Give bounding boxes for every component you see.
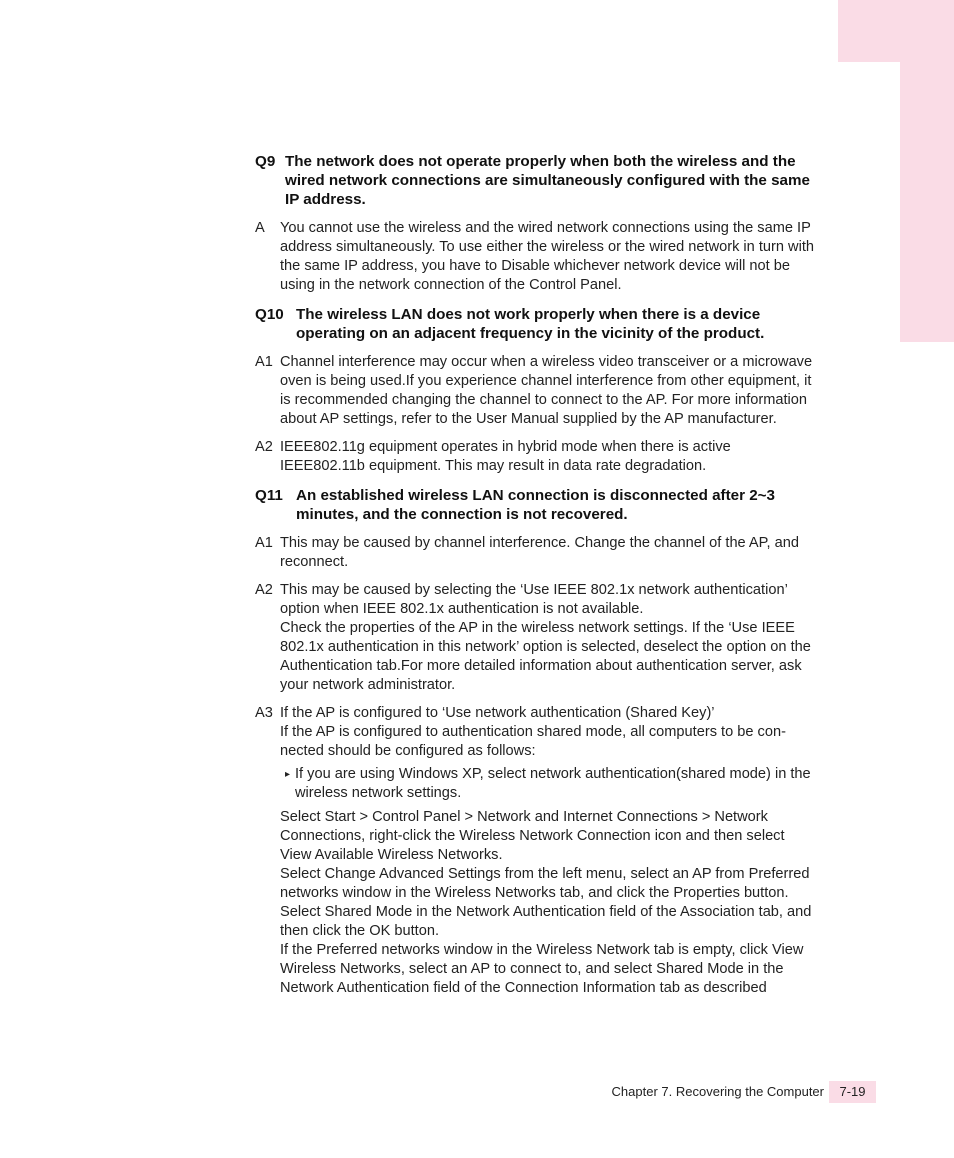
answer-text: IEEE802.11g equipment operates in hybrid mode when there is active IEEE802.11b equipment. This may result in data rate degradation.	[280, 439, 731, 474]
answer-label: A1	[255, 354, 273, 370]
answer-text: This may be caused by channel interference. Change the channel of the AP, and reconnect.	[280, 535, 799, 570]
answer-label: A3	[255, 705, 273, 721]
question-text: The network does not operate properly when both the wireless and the wired network connections are simultaneously configured with the same IP address.	[285, 153, 810, 208]
page-content	[255, 152, 815, 1007]
bullet-arrow-icon: ▸	[285, 769, 291, 780]
page-footer	[0, 1081, 954, 1103]
answer-text: If the AP is configured to authentication shared mode, all computers to be con-nected should be configured as follows:	[280, 724, 786, 759]
answer-label: A2	[255, 439, 273, 455]
question-q11	[255, 486, 815, 524]
answer-body	[280, 704, 815, 998]
answer-q10-a1	[255, 353, 815, 429]
question-number: Q9	[255, 153, 276, 170]
chapter-tab-decoration	[838, 0, 954, 62]
answer-body	[280, 581, 815, 695]
answer-q11-a1	[255, 534, 815, 572]
chapter-title: Chapter 7. Recovering the Computer	[611, 1084, 824, 1099]
question-q10	[255, 305, 815, 343]
bullet-text: If you are using Windows XP, select network authentication(shared mode) in the wireless network settings.	[295, 766, 811, 801]
question-number: Q10	[255, 306, 284, 323]
answer-text: This may be caused by selecting the ‘Use IEEE 802.1x network authentication’ option when IEEE 802.1x authentication is not available.	[280, 582, 788, 617]
answer-label: A1	[255, 535, 273, 551]
answer-text: Select Change Advanced Settings from the left menu, select an AP from Preferred networks window in the Wireless Networks tab, and click the Properties button.	[280, 866, 810, 901]
question-number: Q11	[255, 487, 283, 504]
question-text: The wireless LAN does not work properly when there is a device operating on an adjacent frequency in the vicinity of the product.	[296, 306, 765, 342]
question-text: An established wireless LAN connection is disconnected after 2~3 minutes, and the connection is not recovered.	[296, 487, 775, 523]
bullet-item	[285, 765, 815, 803]
answer-q11-a2	[255, 581, 815, 695]
answer-text: If the Preferred networks window in the Wireless Network tab is empty, click View Wireless Networks, select an AP to connect to, and select Shared Mode in the Network Authentication field of the Connection Information tab as described	[280, 942, 804, 996]
answer-label: A	[255, 220, 265, 236]
page-number: 7-19	[829, 1081, 876, 1103]
answer-q10-a2	[255, 438, 815, 476]
chapter-tab-side-decoration	[900, 62, 954, 342]
answer-text: Select Shared Mode in the Network Authentication field of the Association tab, and then click the OK button.	[280, 904, 812, 939]
answer-text: Select Start > Control Panel > Network and Internet Connections > Network Connections, right-click the Wireless Network Connection icon and then select View Available Wireless Networks.	[280, 809, 785, 863]
answer-label: A2	[255, 582, 273, 598]
answer-q11-a3	[255, 704, 815, 998]
answer-text: You cannot use the wireless and the wired network connections using the same IP address simultaneously. To use either the wireless or the wired network in turn with the same IP address, you have to Disable whichever network device will not be using in the network connection of the Control Panel.	[280, 220, 815, 293]
answer-q9	[255, 219, 815, 295]
answer-text: Check the properties of the AP in the wireless network settings. If the ‘Use IEEE 802.1x authentication in this network’ option is selected, deselect the option on the Authentication tab.For more detailed information about authentication server, ask your network administrator.	[280, 620, 811, 693]
answer-text: If the AP is configured to ‘Use network authentication (Shared Key)’	[280, 705, 715, 721]
question-q9	[255, 152, 815, 209]
answer-text: Channel interference may occur when a wireless video transceiver or a microwave oven is being used.If you experience channel interference from other equipment, it is recommended changing the channel to connect to the AP. For more information about AP settings, refer to the User Manual supplied by the AP manufacturer.	[280, 354, 813, 427]
